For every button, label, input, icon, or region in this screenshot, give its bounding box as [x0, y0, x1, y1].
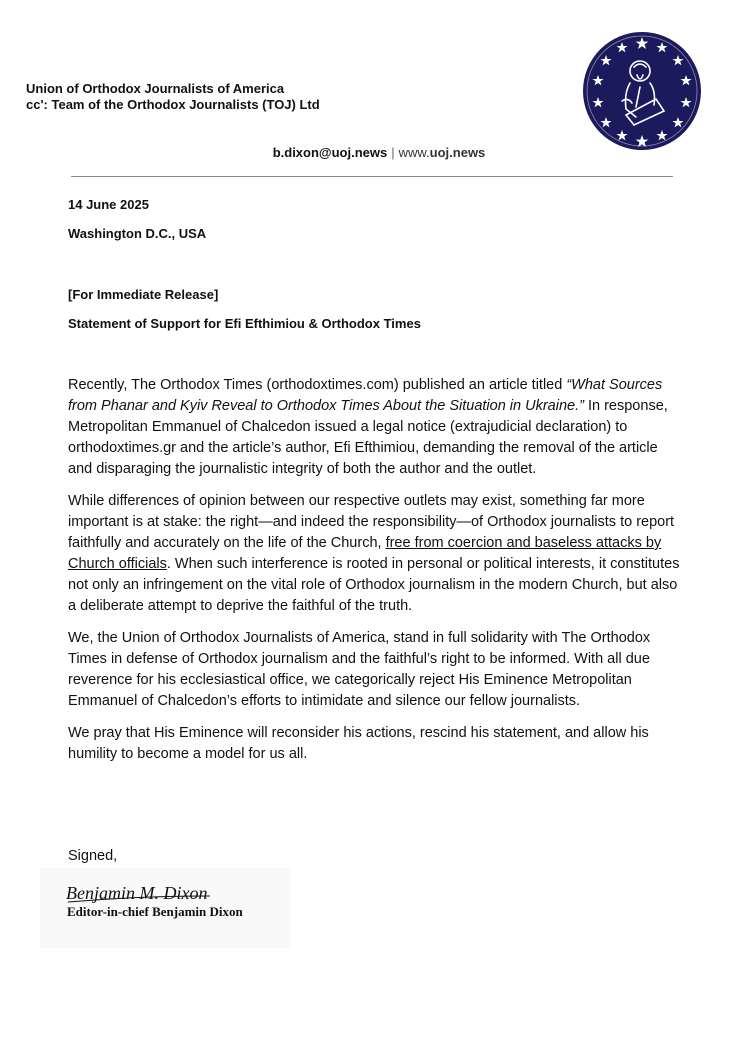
- org-name: Union of Orthodox Journalists of America: [26, 81, 285, 96]
- website-link[interactable]: [399, 145, 486, 160]
- paragraph-2: While differences of opinion between our respective outlets may exist, something far more important is at stake: the right—and indeed the responsibility—of Orthodox journalists to report faithfully and accurately on the life of the Church, free from coercion and baseless attacks by Church officials. When such interference is rooted in personal or political interests, it constitutes not only an infringement on the vital role of Orthodox journalism in the modern Church, but also a deliberate attempt to deprive the faithful of the truth.: [68, 493, 680, 614]
- paragraph-4: We pray that His Eminence will reconsider his actions, rescind his statement, and allow his humility to become a model for us all.: [68, 725, 649, 762]
- signed-label: Signed,: [68, 848, 118, 864]
- signatory-title: Editor-in-chief Benjamin Dixon: [67, 904, 243, 919]
- header-divider: [71, 176, 673, 177]
- website-prefix: www.: [398, 145, 430, 160]
- letter-date: 14 June 2025: [68, 197, 149, 212]
- release-label: [For Immediate Release]: [68, 287, 219, 302]
- org-cc-line: cc': Team of the Orthodox Journalists (TOJ) Ltd: [26, 96, 320, 112]
- underlined-link[interactable]: free from coercion and baseless attacks by Church officials: [68, 535, 662, 572]
- contact-line: [0, 145, 748, 160]
- website-domain: uoj.news: [429, 145, 486, 160]
- signature-block: [40, 868, 290, 948]
- saint-emblem-icon: [582, 31, 702, 151]
- statement-title: Statement of Support for Efi Efthimiou & Orthodox Times: [68, 316, 421, 331]
- handwritten-signature: [66, 880, 216, 906]
- letter-body: [68, 375, 680, 776]
- paragraph-3: We, the Union of Orthodox Journalists of America, stand in full solidarity with The Orthodox Times in defense of Orthodox journalism and the faithful’s right to be informed. With all due reverence for his ecclesiastical office, we categorically reject His Eminence Metropolitan Emmanuel of Chalcedon’s efforts to intimidate and silence our fellow journalists.: [68, 630, 651, 709]
- letter-location: Washington D.C., USA: [68, 226, 207, 241]
- organization-header: [26, 81, 320, 112]
- email-link[interactable]: b.dixon@uoj.news: [272, 145, 388, 160]
- article-title: “What Sources from Phanar and Kyiv Reveal to Orthodox Times About the Situation in Ukraine.”: [68, 377, 663, 414]
- uoj-logo: [582, 31, 702, 151]
- paragraph-1: Recently, The Orthodox Times (orthodoxtimes.com) published an article titled “What Sources from Phanar and Kyiv Reveal to Orthodox Times About the Situation in Ukraine.” In response, Metropolitan Emmanuel of Chalcedon issued a legal notice (extrajudicial declaration) to orthodoxtimes.gr and the article’s author, Efi Efthimiou, demanding the removal of the article and disparaging the journalistic integrity of both the author and the outlet.: [68, 377, 668, 477]
- svg-text:Benjamin M. Dixon: Benjamin M. Dixon: [66, 883, 208, 903]
- contact-separator: |: [391, 145, 395, 160]
